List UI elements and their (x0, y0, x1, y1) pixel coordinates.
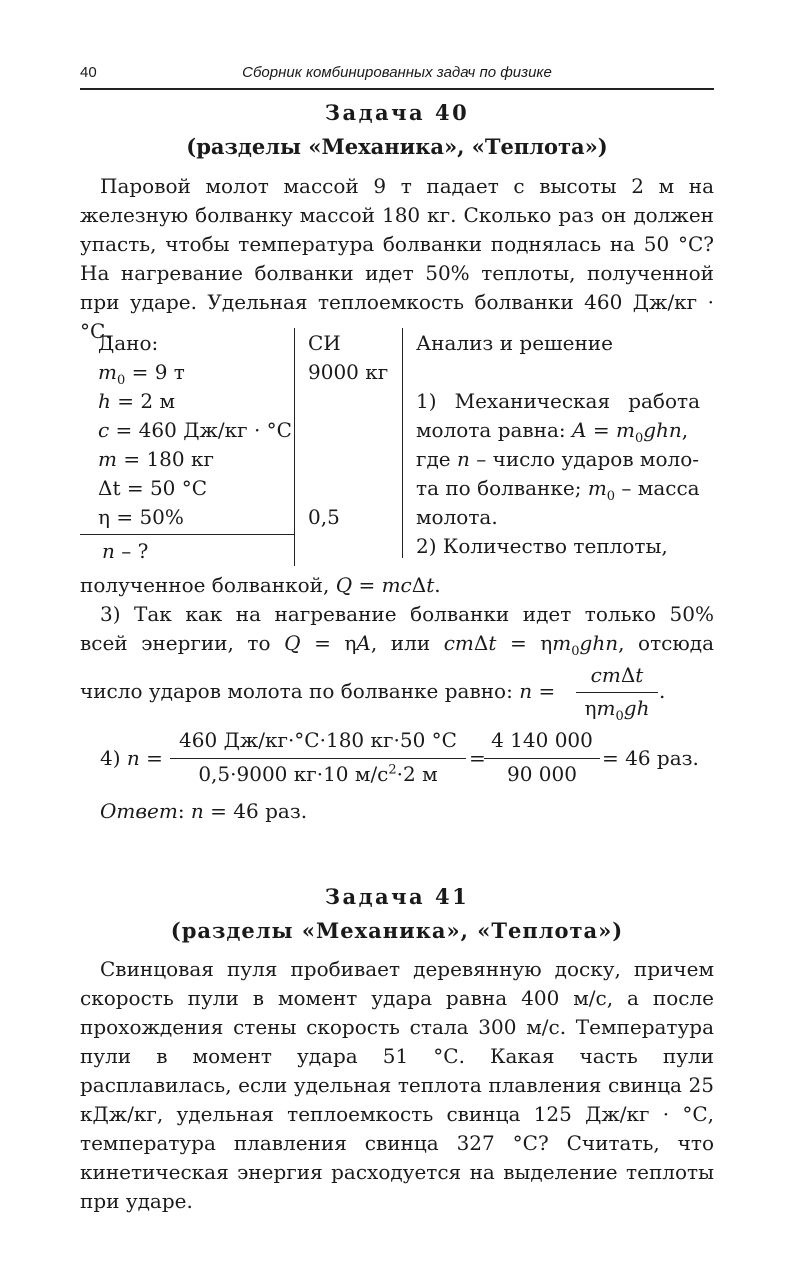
table-divider-1 (294, 328, 295, 566)
step-4-bar-2 (484, 758, 600, 759)
page-number: 40 (80, 64, 97, 81)
given-c: c = 460 Дж/кг · °С (98, 418, 292, 442)
analysis-line-4: та по болванке; $m_0$ – масса (416, 476, 700, 504)
step-3-line-2: всей энергии, то Q = ηA, или $cm\Delta t = \eta m_0ghn$, отсюда (80, 631, 714, 659)
analysis-line-2: молота равна: $A = m_0ghn$, (416, 418, 689, 446)
running-title: Сборник комбинированных задач по физике (242, 64, 552, 81)
si-m0: 9000 кг (308, 360, 389, 384)
step-4-denominator: 0,5·9000 кг·10 $м/с^2\cdot 2$ м (198, 762, 438, 786)
analysis-line-3: где n – число ударов моло- (416, 447, 700, 471)
step-4-numerator-2: 4 140 000 (491, 728, 593, 752)
analysis-line-6: 2) Количество теплоты, (416, 534, 668, 558)
fraction-denominator: $\eta m_0gh$ (584, 696, 650, 724)
analysis-header: Анализ и решение (416, 331, 613, 355)
problem-41-title: Задача 41 (324, 884, 470, 909)
step-3-period: . (659, 679, 666, 703)
answer-label: Ответ (100, 799, 178, 823)
given-h: h = 2 м (98, 389, 176, 413)
step-4-prefix: 4) n = (100, 746, 163, 770)
step-4-bar-1 (170, 758, 466, 759)
step-3-line-3: число ударов молота по болванке равно: n = (80, 679, 556, 703)
given-header: Дано: (98, 331, 159, 355)
problem-40-statement: Паровой молот массой 9 т падает с высоты 2 м на железную болванку массой 180 кг. Сколько раз он должен упасть, чтобы температура болванки поднялась на 50 °С? На нагревание болванки идет 50% теплоты, полученной при ударе. Удельная теплоемкость болванки 460 Дж/кг · °С. (80, 174, 714, 343)
given-dt: Δt = 50 °С (98, 476, 208, 500)
given-m: m = 180 кг (98, 447, 214, 471)
step-3-line-1: 3) Так как на нагревание болванки идет только 50% (100, 602, 714, 626)
given-find: n – ? (102, 539, 149, 563)
step-4-denominator-2: 90 000 (507, 762, 577, 786)
table-divider-2 (402, 328, 403, 558)
problem-41-statement: Свинцовая пуля пробивает деревянную доску, причем скорость пули в момент удара равна 400 м/с, а после прохождения стены скорость стала 300 м/с. Температура пули в момент удара 51 °С. Какая часть пули расплавилась, если удельная теплота плавления свинца 25 кДж/кг, удельная теплоемкость свинца 125 Дж/кг · °С, температура плавления свинца 327 °С? Считать, что кинетическая энергия расходуется на выделение теплоты при ударе. (80, 957, 714, 1213)
step-3-fraction (576, 663, 658, 723)
problem-41-subtitle: (разделы «Механика», «Теплота») (170, 918, 624, 943)
given-eta: η = 50% (98, 505, 184, 529)
step-4-result: = 46 раз. (602, 746, 699, 770)
answer-line: Ответ: n = 46 раз. (100, 799, 308, 823)
problem-40-subtitle: (разделы «Механика», «Теплота») (186, 134, 608, 159)
given-underline (80, 534, 294, 535)
fraction-numerator: cmΔt (590, 663, 644, 687)
step-4-fraction-2 (484, 728, 600, 790)
si-header: СИ (308, 331, 341, 355)
continuation-line: полученное болванкой, Q = mcΔt. (80, 573, 441, 597)
step-4-numerator: 460 Дж/кг·°С·180 кг·50 °С (179, 728, 457, 752)
page-header (80, 62, 714, 90)
fraction-bar (576, 692, 658, 693)
step-4-fraction-1 (170, 728, 466, 790)
si-eta: 0,5 (308, 505, 340, 529)
given-m0: $m_0 = 9$ т (98, 360, 185, 388)
analysis-line-5: молота. (416, 505, 498, 529)
analysis-line-1: 1) Механическая работа (416, 389, 700, 413)
step-4-equals: = (469, 746, 486, 770)
problem-40-title: Задача 40 (324, 100, 470, 125)
